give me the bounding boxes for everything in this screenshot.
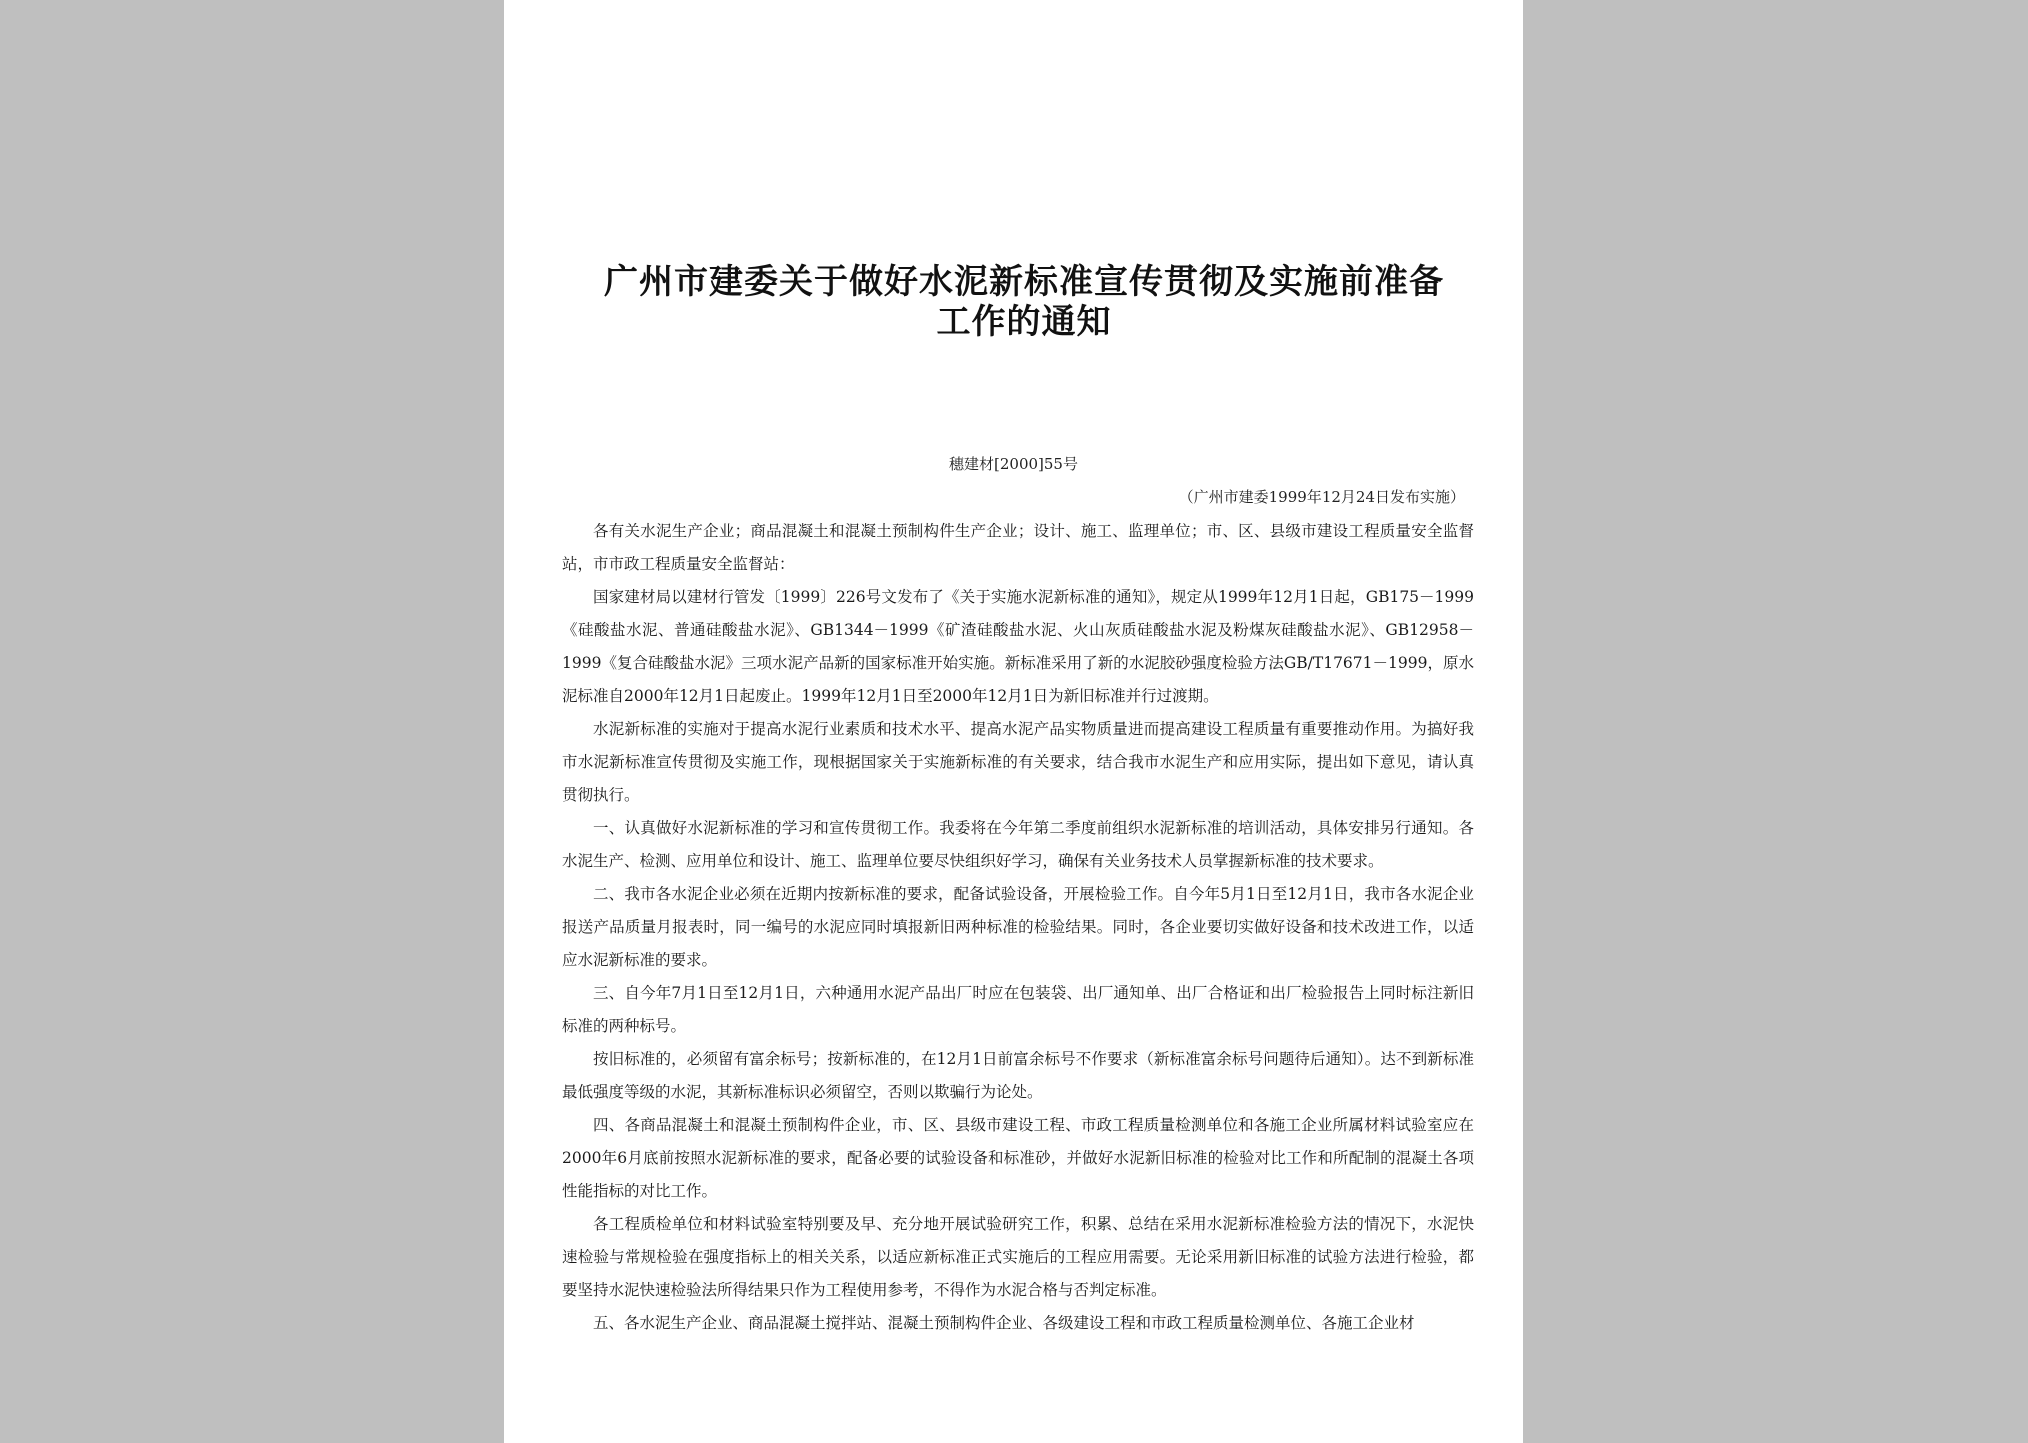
paragraph: 水泥新标准的实施对于提高水泥行业素质和技术水平、提高水泥产品实物质量进而提高建设工程质量有重要推动作用。为搞好我市水泥新标准宣传贯彻及实施工作，现根据国家关于实施新标准的有关要求，结合我市水泥生产和应用实际，提出如下意见，请认真贯彻执行。 <box>562 720 1474 804</box>
issuer-line: （广州市建委1999年12月24日发布实施） <box>1178 488 1465 506</box>
paragraph: 五、各水泥生产企业、商品混凝土搅拌站、混凝土预制构件企业、各级建设工程和市政工程质量检测单位、各施工企业材 <box>593 1314 1415 1332</box>
paragraph: 四、各商品混凝土和混凝土预制构件企业，市、区、县级市建设工程、市政工程质量检测单位和各施工企业所属材料试验室应在2000年6月底前按照水泥新标准的要求，配备必要的试验设备和标准砂，并做好水泥新旧标准的检验对比工作和所配制的混凝土各项性能指标的对比工作。 <box>562 1116 1474 1200</box>
document-number: 穗建材[2000]55号 <box>949 455 1078 473</box>
paragraph: 三、自今年7月1日至12月1日，六种通用水泥产品出厂时应在包装袋、出厂通知单、出厂合格证和出厂检验报告上同时标注新旧标准的两种标号。 <box>562 984 1474 1035</box>
paragraph: 国家建材局以建材行管发〔1999〕226号文发布了《关于实施水泥新标准的通知》，规定从1999年12月1日起，GB175－1999《硅酸盐水泥、普通硅酸盐水泥》、GB1344－1999《矿渣硅酸盐水泥、火山灰质硅酸盐水泥及粉煤灰硅酸盐水泥》、GB12958－1999《复合硅酸盐水泥》三项水泥产品新的国家标准开始实施。新标准采用了新的水泥胶砂强度检验方法GB/T17671－1999，原水泥标准自2000年12月1日起废止。1999年12月1日至2000年12月1日为新旧标准并行过渡期。 <box>562 588 1474 705</box>
paragraph: 各工程质检单位和材料试验室特别要及早、充分地开展试验研究工作，积累、总结在采用水泥新标准检验方法的情况下，水泥快速检验与常规检验在强度指标上的相关关系，以适应新标准正式实施后的工程应用需要。无论采用新旧标准的试验方法进行检验，都要坚持水泥快速检验法所得结果只作为工程使用参考，不得作为水泥合格与否判定标准。 <box>562 1215 1474 1299</box>
paragraph: 按旧标准的，必须留有富余标号；按新标准的，在12月1日前富余标号不作要求（新标准富余标号问题待后通知）。达不到新标准最低强度等级的水泥，其新标准标识必须留空，否则以欺骗行为论处。 <box>562 1050 1474 1101</box>
paragraph: 各有关水泥生产企业；商品混凝土和混凝土预制构件生产企业；设计、施工、监理单位；市、区、县级市建设工程质量安全监督站，市市政工程质量安全监督站： <box>562 522 1474 573</box>
document-title: 广州市建委关于做好水泥新标准宣传贯彻及实施前准备工作的通知 <box>604 262 1444 342</box>
paragraph: 二、我市各水泥企业必须在近期内按新标准的要求，配备试验设备，开展检验工作。自今年5月1日至12月1日，我市各水泥企业报送产品质量月报表时，同一编号的水泥应同时填报新旧两种标准的检验结果。同时，各企业要切实做好设备和技术改进工作，以适应水泥新标准的要求。 <box>562 885 1474 969</box>
paragraph: 一、认真做好水泥新标准的学习和宣传贯彻工作。我委将在今年第二季度前组织水泥新标准的培训活动，具体安排另行通知。各水泥生产、检测、应用单位和设计、施工、监理单位要尽快组织好学习，确保有关业务技术人员掌握新标准的技术要求。 <box>562 819 1474 870</box>
document-page <box>504 0 1523 1443</box>
document-body <box>562 515 1474 1340</box>
